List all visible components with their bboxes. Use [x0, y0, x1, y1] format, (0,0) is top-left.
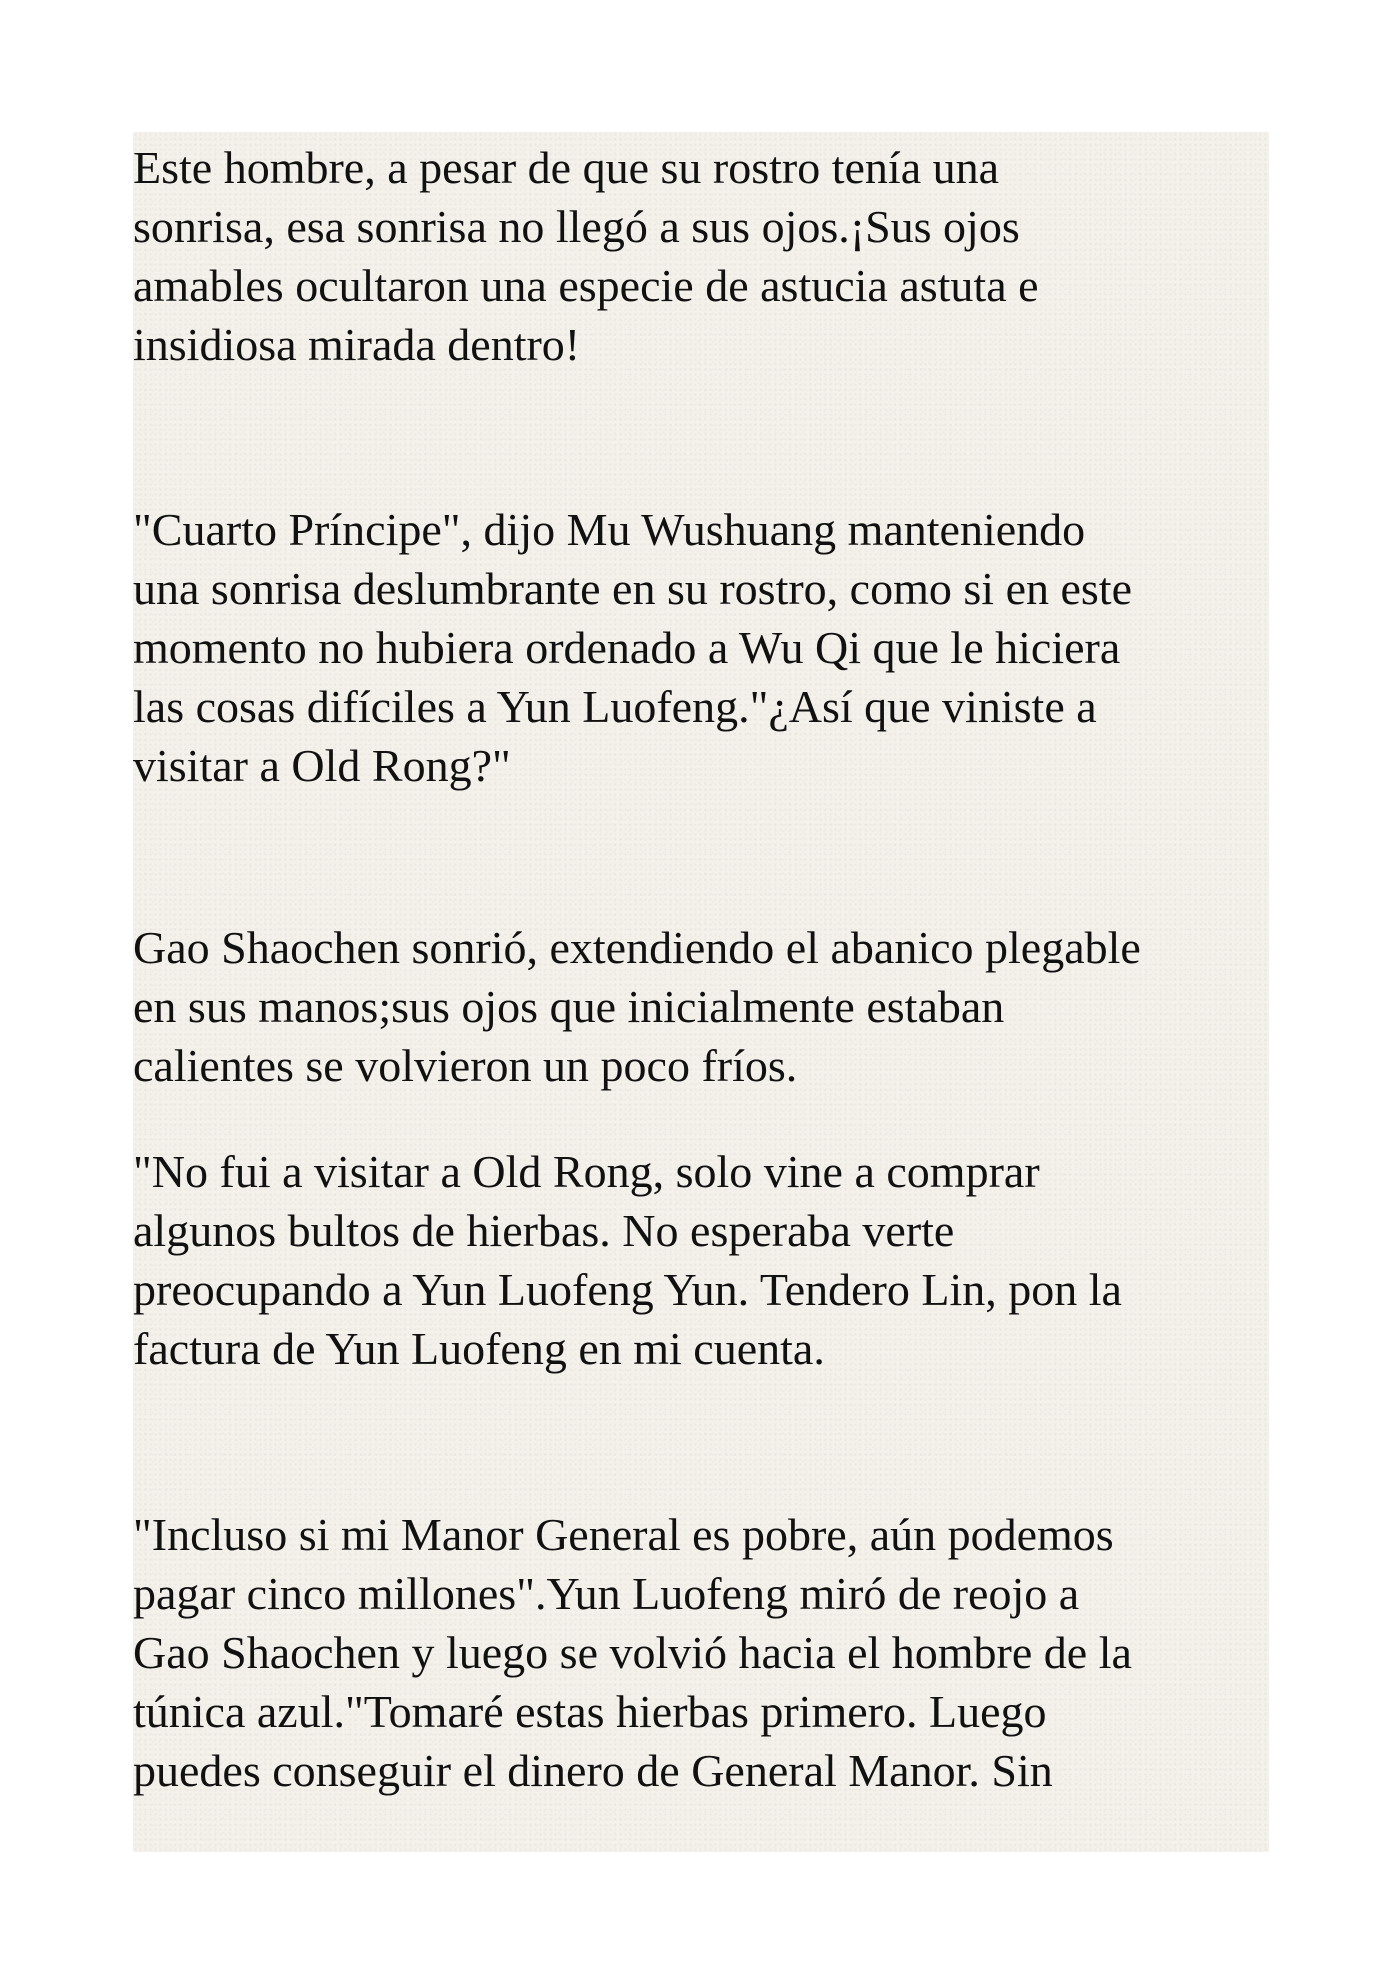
paragraph-4 — [133, 1142, 1122, 1378]
text-line: amables ocultaron una especie de astucia astuta e — [133, 260, 1039, 311]
text-line: visitar a Old Rong?" — [133, 740, 511, 791]
text-line: puedes conseguir el dinero de General Manor. Sin — [133, 1745, 1053, 1796]
text-line: túnica azul."Tomaré estas hierbas primero. Luego — [133, 1686, 1047, 1737]
text-line: sonrisa, esa sonrisa no llegó a sus ojos.¡Sus ojos — [133, 201, 1020, 252]
text-line: "Cuarto Príncipe", dijo Mu Wushuang manteniendo — [133, 504, 1086, 555]
text-line: pagar cinco millones".Yun Luofeng miró de reojo a — [133, 1568, 1080, 1619]
text-line: Gao Shaochen sonrió, extendiendo el abanico plegable — [133, 922, 1141, 973]
text-line: las cosas difíciles a Yun Luofeng."¿Así que viniste a — [133, 681, 1097, 732]
text-line: insidiosa mirada dentro! — [133, 319, 581, 370]
text-line: "No fui a visitar a Old Rong, solo vine a comprar — [133, 1146, 1040, 1197]
paragraph-5 — [133, 1505, 1132, 1800]
text-line: Este hombre, a pesar de que su rostro tenía una — [133, 142, 1000, 193]
text-line: Gao Shaochen y luego se volvió hacia el hombre de la — [133, 1627, 1132, 1678]
text-line: "Incluso si mi Manor General es pobre, aún podemos — [133, 1509, 1114, 1560]
text-line: una sonrisa deslumbrante en su rostro, como si en este — [133, 563, 1132, 614]
paragraph-1 — [133, 138, 1039, 374]
text-line: en sus manos;sus ojos que inicialmente estaban — [133, 981, 1005, 1032]
document-page — [133, 132, 1269, 1852]
text-line: calientes se volvieron un poco fríos. — [133, 1040, 798, 1091]
text-line: preocupando a Yun Luofeng Yun. Tendero Lin, pon la — [133, 1264, 1122, 1315]
text-line: momento no hubiera ordenado a Wu Qi que le hiciera — [133, 622, 1121, 673]
text-line: algunos bultos de hierbas. No esperaba verte — [133, 1205, 955, 1256]
text-line: factura de Yun Luofeng en mi cuenta. — [133, 1323, 825, 1374]
paragraph-3 — [133, 918, 1141, 1095]
paragraph-2 — [133, 500, 1132, 795]
